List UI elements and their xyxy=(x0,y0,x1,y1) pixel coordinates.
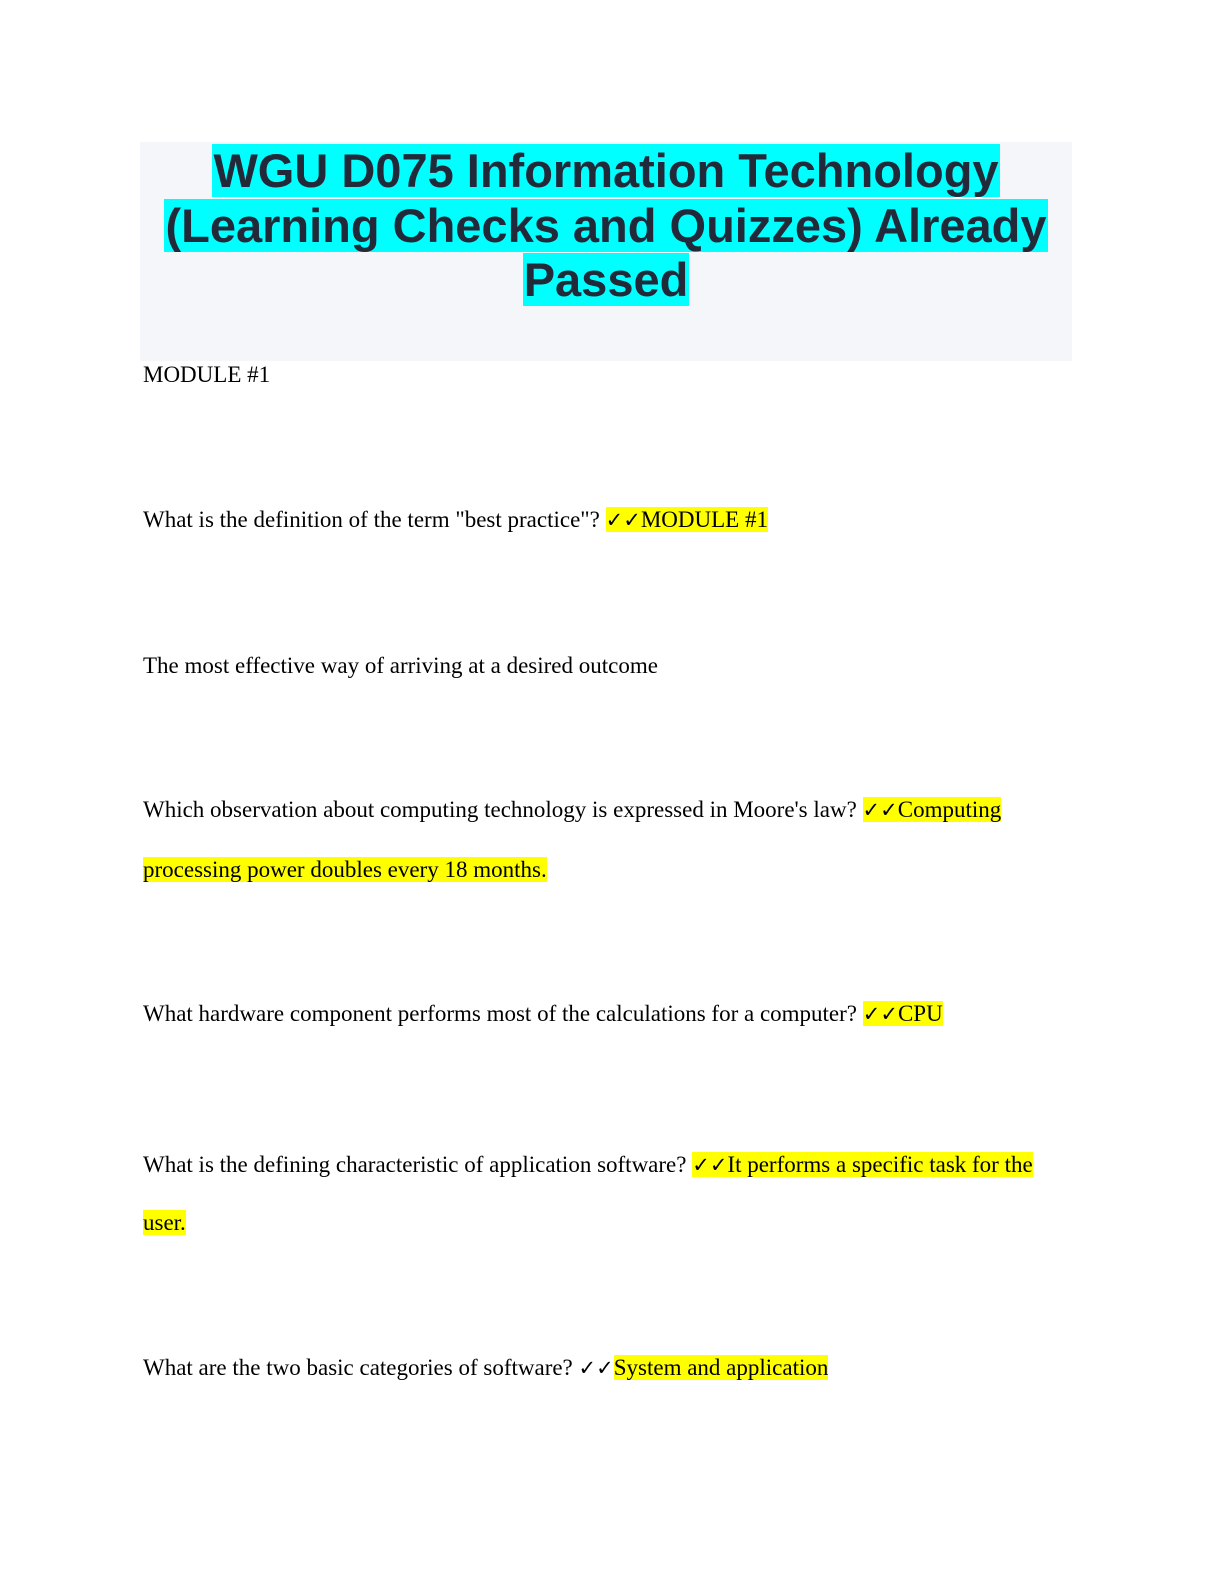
answer-text: System and application xyxy=(613,1355,829,1380)
answer-text-continued: processing power doubles every 18 months. xyxy=(143,857,547,882)
answer-highlight xyxy=(863,1001,943,1026)
double-check-icon: ✓✓ xyxy=(692,1153,728,1177)
double-check-icon: ✓✓ xyxy=(862,1002,898,1026)
qa-item-moores-law xyxy=(143,795,1001,825)
question-text: Which observation about computing technology is expressed in Moore's law? xyxy=(143,797,863,822)
document-title xyxy=(140,144,1072,308)
answer-text: MODULE #1 xyxy=(640,507,768,532)
qa-item-cpu xyxy=(143,999,943,1029)
answer-text: CPU xyxy=(897,1001,943,1026)
double-check-icon: ✓✓ xyxy=(862,798,898,822)
qa-item-best-practice xyxy=(143,505,768,535)
double-check-icon: ✓✓ xyxy=(605,508,641,532)
answer-highlight xyxy=(863,797,1002,822)
double-check-icon: ✓✓ xyxy=(578,1356,614,1380)
question-text: What is the definition of the term "best practice"? xyxy=(143,507,606,532)
answer-highlight xyxy=(692,1152,1032,1177)
title-line-3: Passed xyxy=(523,253,689,306)
question-text: What is the defining characteristic of application software? xyxy=(143,1152,693,1177)
qa-item-application-software-continued xyxy=(143,1208,186,1238)
section-heading: MODULE #1 xyxy=(143,362,271,387)
qa-item-application-software xyxy=(143,1150,1033,1180)
answer-highlight xyxy=(606,507,768,532)
title-line-1: WGU D075 Information Technology xyxy=(213,144,999,197)
qa-item-software-categories xyxy=(143,1353,828,1383)
title-line-2: (Learning Checks and Quizzes) Already xyxy=(165,198,1047,252)
answer-text: It performs a specific task for the xyxy=(727,1152,1033,1177)
answer-text-continued: user. xyxy=(143,1210,186,1235)
plain-text-line: The most effective way of arriving at a desired outcome xyxy=(143,653,658,678)
question-text: What are the two basic categories of software? xyxy=(143,1355,579,1380)
question-text: What hardware component performs most of the calculations for a computer? xyxy=(143,1001,863,1026)
answer-text: Computing xyxy=(897,797,1002,822)
qa-item-moores-law-continued xyxy=(143,855,547,885)
title-banner xyxy=(140,142,1072,361)
